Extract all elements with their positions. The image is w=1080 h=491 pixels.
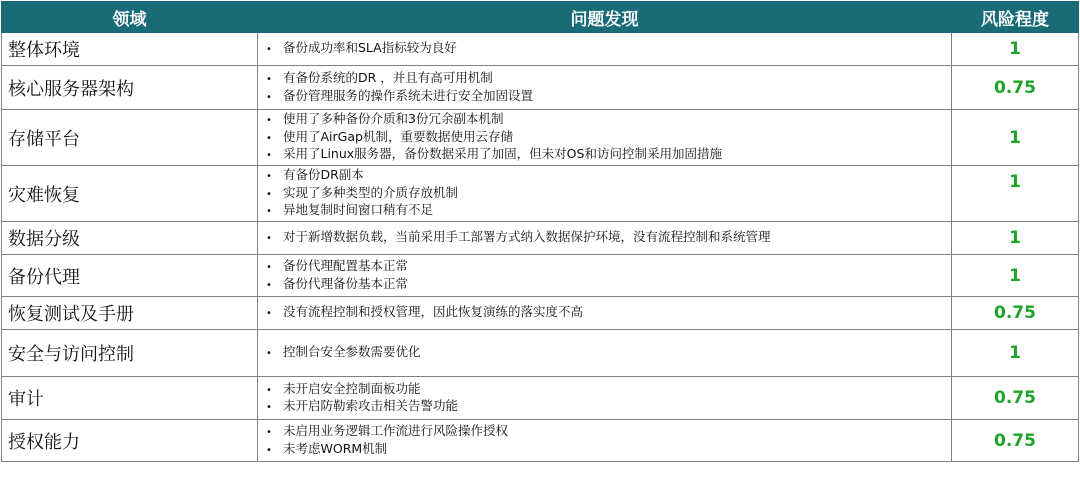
finding-text: 有备份系统的DR ，并且有高可用机制 [283, 70, 493, 85]
bullet-icon: • [266, 308, 272, 320]
finding-text: 对于新增数据负载，当前采用手工部署方式纳入数据保护环境，没有流程控制和系统管理 [283, 229, 771, 245]
risk-score: 1 [952, 222, 1079, 255]
header-row [2, 2, 1079, 33]
table-row [2, 297, 1079, 330]
bullet-icon: • [266, 171, 272, 183]
findings-list [266, 423, 951, 458]
bullet-icon: • [266, 206, 272, 218]
table-row [2, 377, 1079, 420]
findings-list [266, 40, 951, 58]
findings-list [266, 167, 951, 220]
bullet-icon: • [266, 91, 272, 103]
risk-score: 0.75 [952, 377, 1079, 420]
finding-text: 使用了AirGap机制，重要数据使用云存储 [283, 128, 513, 144]
bullet-icon: • [266, 279, 272, 291]
risk-score: 1 [952, 33, 1079, 66]
finding-item [266, 229, 951, 247]
risk-score: 1 [952, 166, 1079, 222]
finding-text: 控制台安全参数需要优化 [283, 344, 421, 360]
finding-item [266, 304, 951, 322]
findings-list [266, 111, 951, 164]
finding-item [266, 111, 951, 129]
finding-text: 备份代理备份基本正常 [283, 275, 409, 291]
header-risk: 风险程度 [952, 2, 1079, 33]
finding-item [266, 146, 951, 164]
finding-item [266, 185, 951, 203]
findings-list [266, 258, 951, 293]
finding-text: 未启用业务逻辑工作流进行风险操作授权 [283, 423, 509, 438]
finding-item [266, 258, 951, 276]
finding-text: 备份成功率和SLA指标较为良好 [283, 40, 457, 56]
findings-list [266, 381, 951, 416]
domain-cell: 存储平台 [2, 110, 258, 166]
header-domain: 领域 [2, 2, 258, 33]
bullet-icon: • [266, 348, 272, 360]
bullet-icon: • [266, 427, 272, 438]
domain-cell: 恢复测试及手册 [2, 297, 258, 330]
table-row [2, 330, 1079, 377]
table-row [2, 255, 1079, 297]
risk-assessment-table [1, 1, 1079, 462]
finding-item [266, 381, 951, 399]
bullet-icon: • [266, 188, 272, 200]
finding-item [266, 88, 951, 106]
finding-item [266, 276, 951, 294]
risk-score: 1 [952, 110, 1079, 166]
bullet-icon: • [266, 74, 272, 85]
risk-score: 0.75 [952, 297, 1079, 330]
finding-text: 采用了Linux服务器，备份数据采用了加固，但未对OS和访问控制采用加固措施 [283, 146, 722, 162]
bullet-icon: • [266, 233, 272, 245]
findings-cell [258, 297, 952, 330]
findings-list [266, 229, 951, 247]
findings-cell [258, 110, 952, 166]
finding-text: 没有流程控制和授权管理，因此恢复演练的落实度不高 [283, 304, 584, 320]
bullet-icon: • [266, 384, 272, 396]
finding-text: 备份代理配置基本正常 [283, 258, 409, 273]
finding-item [266, 202, 951, 220]
findings-list [266, 70, 951, 105]
table-row [2, 33, 1079, 66]
finding-item [266, 441, 951, 459]
finding-text: 实现了多种类型的介质存放机制 [283, 184, 459, 200]
table-row [2, 110, 1079, 166]
finding-text: 异地复制时间窗口稍有不足 [283, 202, 434, 218]
findings-cell [258, 255, 952, 297]
header-findings: 问题发现 [258, 2, 952, 33]
finding-item [266, 70, 951, 88]
bullet-icon: • [266, 262, 272, 273]
bullet-icon: • [266, 150, 272, 162]
domain-cell: 授权能力 [2, 420, 258, 462]
risk-score: 1 [952, 255, 1079, 297]
domain-cell: 灾难恢复 [2, 166, 258, 222]
findings-cell [258, 377, 952, 420]
risk-score: 1 [952, 330, 1079, 377]
domain-cell: 数据分级 [2, 222, 258, 255]
finding-text: 未开启防勒索攻击相关告警功能 [283, 398, 459, 413]
table-row [2, 66, 1079, 110]
finding-item [266, 40, 951, 58]
domain-cell: 备份代理 [2, 255, 258, 297]
risk-score: 0.75 [952, 420, 1079, 462]
findings-cell [258, 166, 952, 222]
findings-list [266, 304, 951, 322]
bullet-icon: • [266, 44, 272, 56]
findings-cell [258, 222, 952, 255]
domain-cell: 整体环境 [2, 33, 258, 66]
finding-text: 未开启安全控制面板功能 [283, 380, 421, 396]
findings-cell [258, 330, 952, 377]
bullet-icon: • [266, 444, 272, 456]
finding-text: 有备份DR副本 [283, 167, 364, 183]
table-row [2, 222, 1079, 255]
findings-cell [258, 66, 952, 110]
risk-score: 0.75 [952, 66, 1079, 110]
domain-cell: 安全与访问控制 [2, 330, 258, 377]
bullet-icon: • [266, 115, 272, 127]
table-row [2, 420, 1079, 462]
finding-item [266, 423, 951, 441]
finding-item [266, 398, 951, 416]
finding-item [266, 167, 951, 185]
bullet-icon: • [266, 402, 272, 413]
domain-cell: 核心服务器架构 [2, 66, 258, 110]
finding-item [266, 129, 951, 147]
finding-text: 未考虑WORM机制 [283, 440, 388, 456]
finding-text: 备份管理服务的操作系统未进行安全加固设置 [283, 87, 534, 103]
bullet-icon: • [266, 132, 272, 144]
findings-cell [258, 33, 952, 66]
findings-cell [258, 420, 952, 462]
findings-list [266, 344, 951, 362]
finding-item [266, 344, 951, 362]
table-body [2, 33, 1079, 462]
finding-text: 使用了多种备份介质和3份冗余副本机制 [283, 111, 504, 127]
table-row [2, 166, 1079, 222]
domain-cell: 审计 [2, 377, 258, 420]
